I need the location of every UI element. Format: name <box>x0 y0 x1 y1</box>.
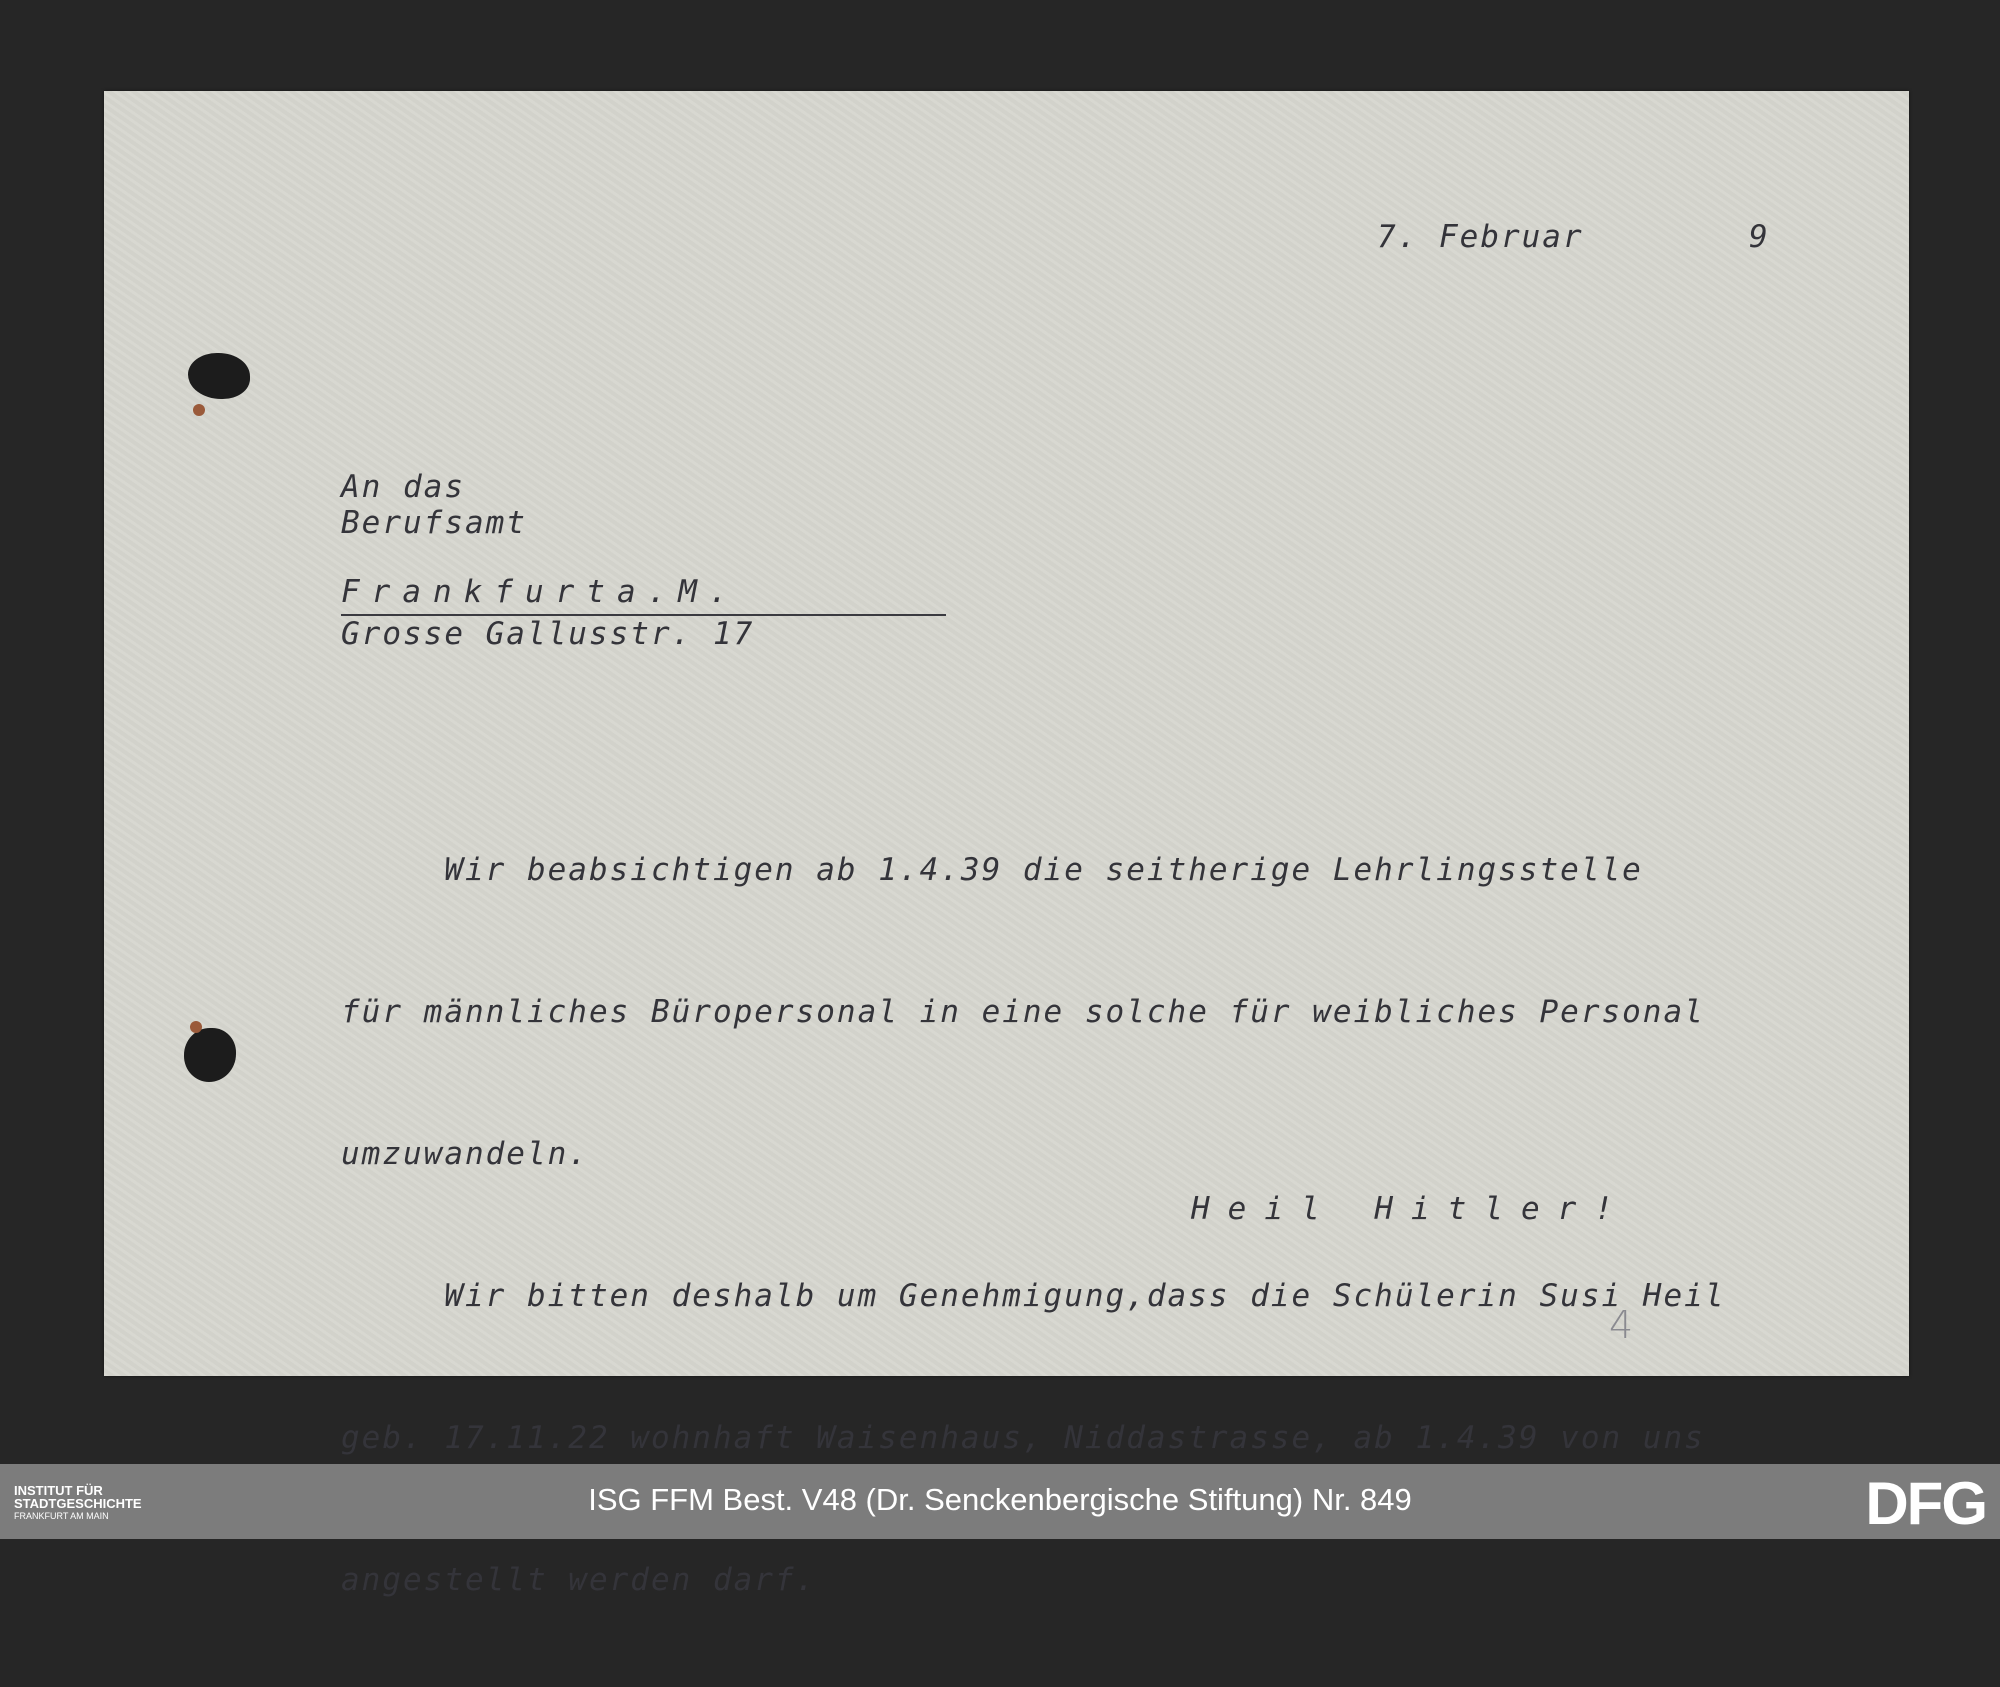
body-line: angestellt werden darf. <box>341 1562 817 1598</box>
rust-mark-top <box>193 404 205 416</box>
letter-body <box>341 763 1981 1687</box>
dfg-logo: DFG <box>1865 1470 1986 1537</box>
body-line: geb. 17.11.22 wohnhaft Waisenhaus, Niddastrasse, ab 1.4.39 von uns <box>341 1420 1705 1456</box>
address-city: Frankfurta.M. <box>341 574 740 610</box>
punch-hole-bottom <box>184 1028 236 1082</box>
institute-line-1: INSTITUT FÜR <box>14 1483 103 1498</box>
body-line: Wir beabsichtigen ab 1.4.39 die seitherige Lehrlingsstelle <box>341 852 1643 888</box>
punch-hole-top <box>188 353 250 399</box>
letter-closing: Heil Hitler! <box>1191 1191 1631 1227</box>
address-street: Grosse Gallusstr. 17 <box>341 616 755 652</box>
body-line: umzuwandeln. <box>341 1136 589 1172</box>
rust-mark-bottom <box>190 1021 202 1033</box>
body-line: für männliches Büropersonal in eine solche für weibliches Personal <box>341 994 1705 1030</box>
archive-caption: ISG FFM Best. V48 (Dr. Senckenbergische Stiftung) Nr. 849 <box>588 1482 1412 1517</box>
institute-line-3: FRANKFURT AM MAIN <box>14 1511 109 1521</box>
address-line-2: Berufsamt <box>341 505 527 541</box>
archive-footer <box>0 1464 2000 1539</box>
letter-date: 7. Februar 9 <box>1377 219 1770 255</box>
pencil-page-number: 4 <box>1609 1303 1634 1347</box>
institute-line-2: STADTGESCHICHTE <box>14 1496 142 1511</box>
body-line: Wir bitten deshalb um Genehmigung,dass die Schülerin Susi Heil <box>341 1278 1726 1314</box>
address-line-1: An das <box>341 469 465 505</box>
